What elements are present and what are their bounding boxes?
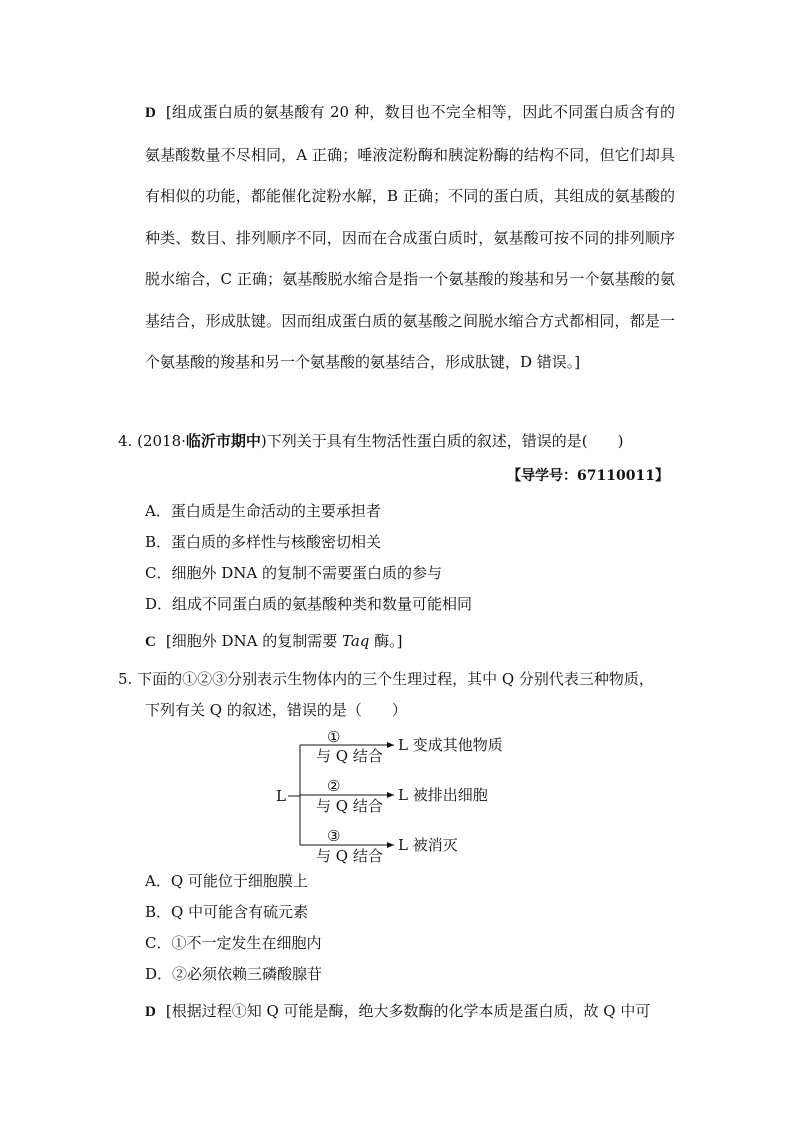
diagram-arrow-label-1: 与 Q 结合: [316, 747, 383, 765]
question4-explanation-pre: [细胞外 DNA 的复制需要: [165, 632, 342, 650]
diagram-marker-3: ③: [327, 827, 341, 845]
diagram-marker-2: ②: [327, 777, 341, 795]
question5-explanation-text: [根据过程①知 Q 可能是酶，绝大多数酶的化学本质是蛋白质，故 Q 中可: [165, 1002, 651, 1020]
question5-answer: D: [145, 1004, 156, 1020]
question5-stem-line2: 下列有关 Q 的叙述，错误的是（ ）: [145, 701, 407, 719]
diagram-marker-1: ①: [327, 728, 341, 746]
question3-explanation-text: [组成蛋白质的氨基酸有 20 种，数目也不完全相等，因此不同蛋白质含有的氨基酸数量不尽相同，A 正确；唾液淀粉酶和胰淀粉酶的结构不同，但它们却具有相似的功能，都能催化淀粉水解，B 正确；不同的蛋白质，其组成的氨基酸的种类、数目、排列顺序不同，因而在合成蛋白质时，氨基酸可按不同的排列顺序脱水缩合，C 正确；氨基酸脱水缩合是指一个氨基酸的羧基和另一个氨基酸的氨基结合，形成肽键。因而组成蛋白质的氨基酸之间脱水缩合方式都相同，都是一个氨基酸的羧基和另一个氨基酸的氨基结合，形成肽键，D 错误。]: [145, 103, 675, 371]
question3-answer: D: [145, 105, 156, 121]
diagram-source-label: L: [276, 787, 286, 805]
question5-explanation: [145, 1000, 650, 1023]
question4-option-b: B．蛋白质的多样性与核酸密切相关: [145, 533, 382, 551]
question4-source-open: (2018·: [137, 432, 186, 450]
question4-explanation-post: 酶。]: [369, 632, 403, 650]
question5-option-b: B．Q 中可能含有硫元素: [145, 903, 309, 921]
diagram-result-1: L 变成其他物质: [398, 736, 503, 754]
guide-number-label: 【导学号：67110011】: [507, 468, 669, 484]
question4-explanation-italic: Taq: [342, 632, 370, 650]
question4-stem-text: )下列关于具有生物活性蛋白质的叙述，错误的是( ): [260, 432, 624, 450]
process-diagram: [270, 728, 530, 868]
diagram-result-2: L 被排出细胞: [398, 786, 488, 804]
question4-explanation: [145, 630, 403, 653]
question5-stem-line1: [118, 668, 654, 690]
question5-option-c: C．①不一定发生在细胞内: [145, 934, 322, 952]
question4-number: 4.: [118, 432, 133, 450]
question5-stem-text-1: 下面的①②③分别表示生物体内的三个生理过程，其中 Q 分别代表三种物质，: [137, 670, 654, 688]
diagram-result-3: L 被消灭: [398, 836, 458, 854]
question4-option-c: C．细胞外 DNA 的复制不需要蛋白质的参与: [145, 564, 442, 582]
question5-option-a: A．Q 可能位于细胞膜上: [145, 872, 308, 890]
diagram-arrow-label-3: 与 Q 结合: [316, 847, 383, 865]
question3-explanation: [145, 92, 675, 384]
question4-answer: C: [145, 634, 156, 650]
question4-option-a: A．蛋白质是生命活动的主要承担者: [145, 502, 381, 520]
diagram-arrow-label-2: 与 Q 结合: [316, 797, 383, 815]
question4-source: 临沂市期中: [185, 432, 261, 450]
question5-number: 5.: [118, 670, 133, 688]
question4-option-d: D．组成不同蛋白质的氨基酸种类和数量可能相同: [145, 595, 473, 613]
question4-stem: [118, 430, 623, 452]
question5-option-d: D．②必须依赖三磷酸腺苷: [145, 965, 323, 983]
